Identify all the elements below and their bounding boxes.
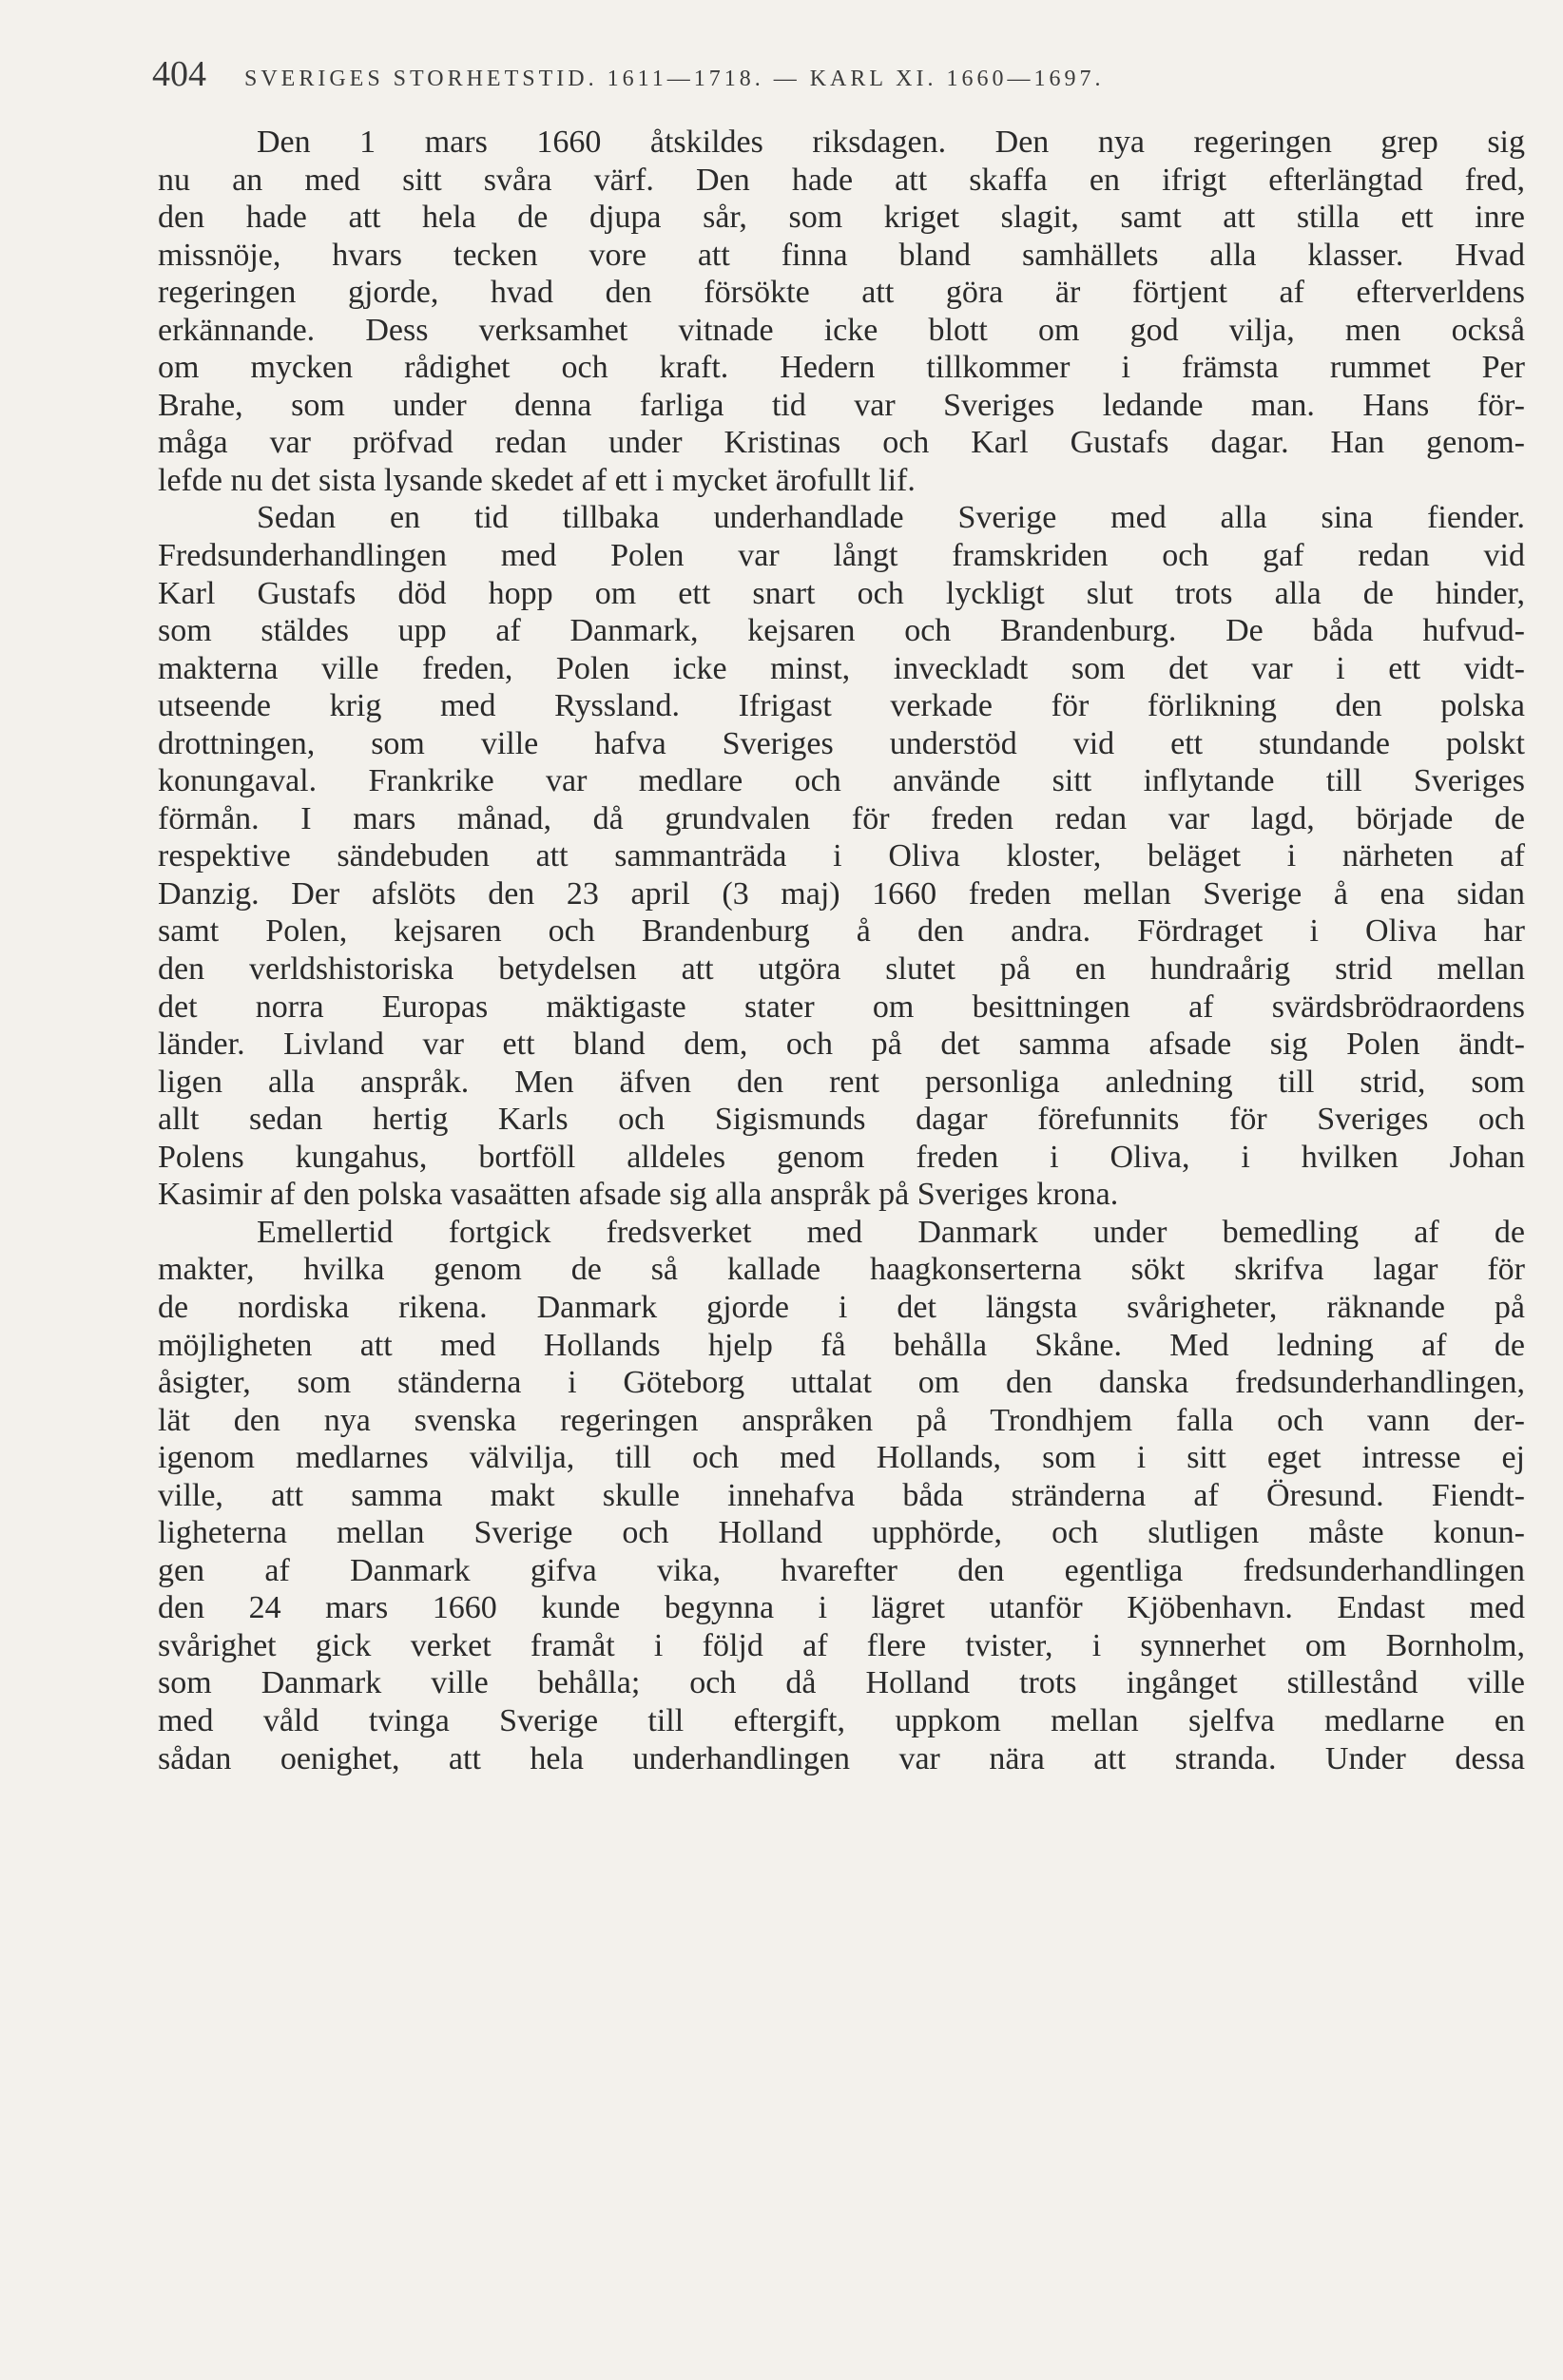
page-number: 404 (152, 54, 206, 94)
body-text (158, 124, 1525, 1777)
page-header (152, 53, 1521, 103)
text-line: makterna ville freden, Polen icke minst, inveckladt som det var i ett vidt- (158, 650, 1525, 686)
text-line: som Danmark ville behålla; och då Holland trots ingånget stillestånd ville (158, 1665, 1525, 1701)
text-line: lät den nya svenska regeringen anspråken på Trondhjem falla och vann der- (158, 1402, 1525, 1438)
text-line: Sedan en tid tillbaka underhandlade Sverige med alla sina fiender. (257, 500, 1525, 536)
text-line: svårighet gick verket framåt i följd af flere tvister, i synnerhet om Bornholm, (158, 1627, 1525, 1663)
text-line: ligheterna mellan Sverige och Holland upphörde, och slutligen måste konun- (158, 1515, 1525, 1551)
text-line: möjligheten att med Hollands hjelp få behålla Skåne. Med ledning af de (158, 1327, 1525, 1363)
text-line: Kasimir af den polska vasaätten afsade sig alla anspråk på Sveriges krona. (158, 1177, 1119, 1213)
text-line: lefde nu det sista lysande skedet af ett i mycket ärofullt lif. (158, 462, 916, 498)
text-line: den hade att hela de djupa sår, som kriget slagit, samt att stilla ett inre (158, 200, 1525, 236)
text-line: allt sedan hertig Karls och Sigismunds dagar förefunnits för Sveriges och (158, 1102, 1525, 1138)
text-line: samt Polen, kejsaren och Brandenburg å den andra. Fördraget i Oliva har (158, 913, 1525, 950)
running-head: SVERIGES STORHETSTID. 1611—1718. — KARL XI. 1660—1697. (244, 67, 1105, 91)
text-line: måga var pröfvad redan under Kristinas och Karl Gustafs dagar. Han genom- (158, 425, 1525, 461)
text-line: sådan oenighet, att hela underhandlingen var nära att stranda. Under dessa (158, 1740, 1525, 1776)
text-line: missnöje, hvars tecken vore att finna bland samhällets alla klasser. Hvad (158, 237, 1525, 273)
text-line: Brahe, som under denna farliga tid var Sveriges ledande man. Hans för- (158, 387, 1525, 423)
text-line: som stäldes upp af Danmark, kejsaren och Brandenburg. De båda hufvud- (158, 613, 1525, 649)
text-line: åsigter, som ständerna i Göteborg uttalat om den danska fredsunderhandlingen, (158, 1365, 1525, 1401)
text-line: Polens kungahus, bortföll alldeles genom freden i Oliva, i hvilken Johan (158, 1139, 1525, 1175)
text-line: länder. Livland var ett bland dem, och på det samma afsade sig Polen ändt- (158, 1027, 1525, 1063)
text-line: konungaval. Frankrike var medlare och använde sitt inflytande till Sveriges (158, 763, 1525, 799)
text-line: om mycken rådighet och kraft. Hedern tillkommer i främsta rummet Per (158, 350, 1525, 386)
text-line: Danzig. Der afslöts den 23 april (3 maj) 1660 freden mellan Sverige å ena sidan (158, 875, 1525, 912)
text-line: ligen alla anspråk. Men äfven den rent personliga anledning till strid, som (158, 1064, 1525, 1100)
text-line: den verldshistoriska betydelsen att utgöra slutet på en hundraårig strid mellan (158, 951, 1525, 988)
text-line: den 24 mars 1660 kunde begynna i lägret utanför Kjöbenhavn. Endast med (158, 1590, 1525, 1626)
text-line: nu an med sitt svåra värf. Den hade att skaffa en ifrigt efterlängtad fred, (158, 162, 1525, 198)
text-line: förmån. I mars månad, då grundvalen för freden redan var lagd, började de (158, 800, 1525, 836)
text-line: Karl Gustafs död hopp om ett snart och lyckligt slut trots alla de hinder, (158, 575, 1525, 611)
text-line: makter, hvilka genom de så kallade haagkonserterna sökt skrifva lagar för (158, 1252, 1525, 1288)
text-line: med våld tvinga Sverige till eftergift, uppkom mellan sjelfva medlarne en (158, 1702, 1525, 1738)
text-line: respektive sändebuden att sammanträda i Oliva kloster, beläget i närheten af (158, 838, 1525, 874)
text-line: erkännande. Dess verksamhet vitnade icke blott om god vilja, men också (158, 312, 1525, 348)
text-line: utseende krig med Ryssland. Ifrigast verkade för förlikning den polska (158, 688, 1525, 724)
text-line: gen af Danmark gifva vika, hvarefter den egentliga fredsunderhandlingen (158, 1552, 1525, 1588)
text-line: drottningen, som ville hafva Sveriges understöd vid ett stundande polskt (158, 725, 1525, 761)
text-line: igenom medlarnes välvilja, till och med Hollands, som i sitt eget intresse ej (158, 1440, 1525, 1476)
text-line: Fredsunderhandlingen med Polen var långt framskriden och gaf redan vid (158, 538, 1525, 574)
text-line: det norra Europas mäktigaste stater om besittningen af svärdsbrödraordens (158, 988, 1525, 1025)
text-line: Den 1 mars 1660 åtskildes riksdagen. Den nya regeringen grep sig (257, 125, 1525, 160)
text-line: Emellertid fortgick fredsverket med Danmark under bemedling af de (257, 1214, 1525, 1250)
text-line: regeringen gjorde, hvad den försökte att göra är förtjent af efterverldens (158, 275, 1525, 311)
text-line: ville, att samma makt skulle innehafva båda stränderna af Öresund. Fiendt- (158, 1477, 1525, 1513)
text-line: de nordiska rikena. Danmark gjorde i det längsta svårigheter, räknande på (158, 1289, 1525, 1325)
